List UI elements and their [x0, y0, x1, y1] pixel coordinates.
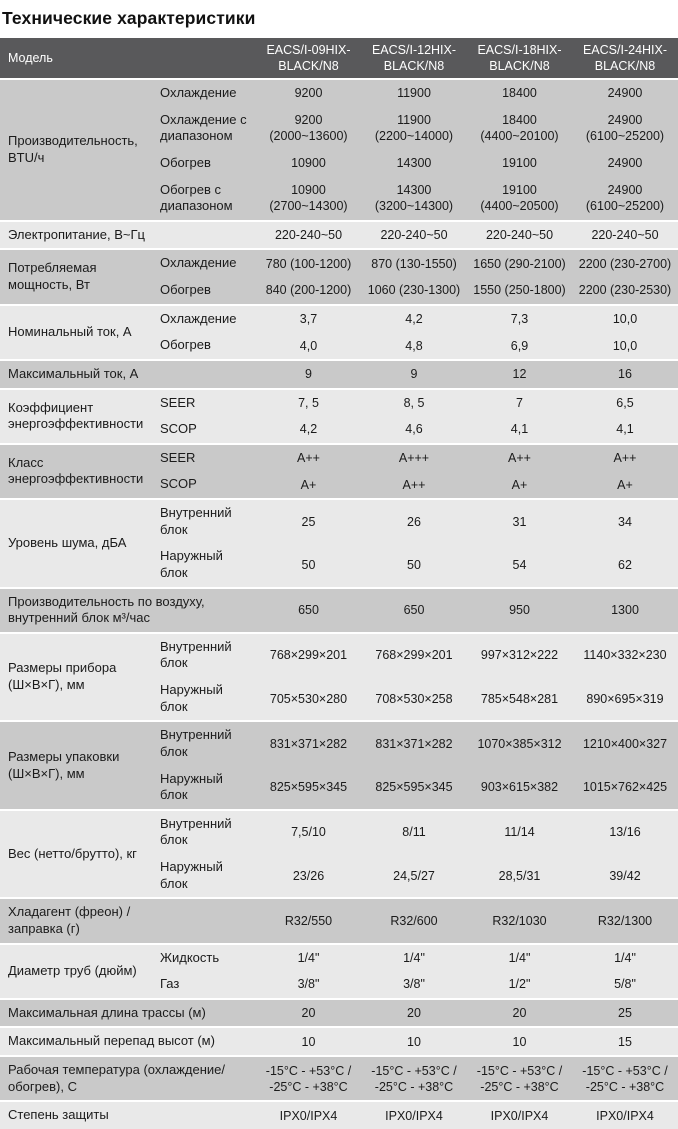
spec-value: 26: [361, 499, 467, 543]
spec-value: 705×530×280: [256, 677, 361, 721]
spec-value: 10,0: [572, 305, 678, 333]
model-column-header: EACS/I-24HIX-BLACK/N8: [572, 38, 678, 79]
spec-sublabel: Наружный блок: [156, 766, 256, 810]
spec-sublabel: Газ: [156, 971, 256, 999]
spec-value: 1060 (230-1300): [361, 277, 467, 305]
spec-value: 768×299×201: [256, 633, 361, 677]
spec-sublabel: Наружный блок: [156, 854, 256, 898]
spec-value: A+: [467, 471, 572, 499]
spec-value: -15°C - +53°C / -25°C - +38°C: [572, 1056, 678, 1101]
spec-row: [0, 1056, 678, 1101]
spec-value: 6,9: [467, 332, 572, 360]
spec-row: [0, 721, 678, 765]
spec-value: 19100: [467, 150, 572, 177]
spec-value: 870 (130-1550): [361, 249, 467, 277]
spec-value: 831×371×282: [256, 721, 361, 765]
spec-value: 9200: [256, 79, 361, 107]
spec-sublabel: SCOP: [156, 471, 256, 499]
spec-value: 18400 (4400~20100): [467, 107, 572, 150]
spec-value: 2200 (230-2530): [572, 277, 678, 305]
spec-sublabel: Внутренний блок: [156, 721, 256, 765]
page-title: Технические характеристики: [2, 8, 256, 28]
spec-value: 785×548×281: [467, 677, 572, 721]
spec-value: 7,3: [467, 305, 572, 333]
spec-value: 1550 (250-1800): [467, 277, 572, 305]
model-header-label: Модель: [0, 38, 256, 79]
spec-page: [0, 8, 678, 1129]
spec-row: [0, 221, 678, 250]
spec-group-label: Производительность по воздуху, внутренний блок м³/час: [0, 588, 256, 633]
spec-row: [0, 360, 678, 389]
spec-value: 54: [467, 543, 572, 587]
spec-sublabel: Внутренний блок: [156, 633, 256, 677]
spec-row: [0, 444, 678, 472]
spec-value: 220-240~50: [256, 221, 361, 250]
spec-sublabel: Обогрев: [156, 150, 256, 177]
spec-value: 825×595×345: [361, 766, 467, 810]
spec-value: A++: [256, 444, 361, 472]
spec-value: 5/8": [572, 971, 678, 999]
spec-group-label: Хладагент (фреон) / заправка (г): [0, 898, 156, 943]
spec-sublabel: Обогрев: [156, 277, 256, 305]
spec-value: R32/1030: [467, 898, 572, 943]
spec-sublabel: Внутренний блок: [156, 499, 256, 543]
spec-group-label: Производительность, BTU/ч: [0, 79, 156, 221]
model-column-header: EACS/I-18HIX-BLACK/N8: [467, 38, 572, 79]
spec-row: [0, 305, 678, 333]
spec-value: 1140×332×230: [572, 633, 678, 677]
spec-sublabel: Внутренний блок: [156, 810, 256, 854]
spec-value: 7: [467, 389, 572, 417]
spec-value: 12: [467, 360, 572, 389]
spec-value: 1070×385×312: [467, 721, 572, 765]
spec-value: 10900 (2700~14300): [256, 177, 361, 221]
spec-row: [0, 389, 678, 417]
spec-value: 3,7: [256, 305, 361, 333]
spec-value: 903×615×382: [467, 766, 572, 810]
spec-value: A++: [361, 471, 467, 499]
spec-value: 780 (100-1200): [256, 249, 361, 277]
spec-group-label: Потребляемая мощность, Вт: [0, 249, 156, 304]
spec-value: 20: [467, 999, 572, 1028]
spec-row: [0, 1027, 678, 1056]
table-header-row: [0, 38, 678, 79]
spec-value: 23/26: [256, 854, 361, 898]
spec-value: 4,6: [361, 416, 467, 444]
spec-row: [0, 499, 678, 543]
spec-value: 31: [467, 499, 572, 543]
spec-value: 15: [572, 1027, 678, 1056]
spec-value: 4,2: [361, 305, 467, 333]
spec-row: [0, 898, 678, 943]
spec-value: 768×299×201: [361, 633, 467, 677]
spec-group-label: Размеры прибора (Ш×В×Г), мм: [0, 633, 156, 722]
spec-value: A+: [572, 471, 678, 499]
spec-sublabel: Наружный блок: [156, 543, 256, 587]
spec-value: 840 (200-1200): [256, 277, 361, 305]
spec-sublabel: Обогрев с диапазоном: [156, 177, 256, 221]
spec-value: 4,8: [361, 332, 467, 360]
spec-group-label: Номинальный ток, А: [0, 305, 156, 360]
spec-value: 220-240~50: [467, 221, 572, 250]
spec-value: 8, 5: [361, 389, 467, 417]
spec-value: 11900: [361, 79, 467, 107]
spec-value: 1/2": [467, 971, 572, 999]
spec-value: 39/42: [572, 854, 678, 898]
spec-value: R32/600: [361, 898, 467, 943]
spec-value: 7, 5: [256, 389, 361, 417]
spec-row: [0, 588, 678, 633]
spec-value: R32/550: [256, 898, 361, 943]
spec-group-label: Класс энергоэффективности: [0, 444, 156, 499]
spec-value: 10,0: [572, 332, 678, 360]
spec-group-label: Максимальный ток, А: [0, 360, 256, 389]
spec-sublabel: Жидкость: [156, 944, 256, 972]
spec-sublabel: SEER: [156, 444, 256, 472]
spec-value: IPX0/IPX4: [467, 1101, 572, 1129]
spec-value: 650: [361, 588, 467, 633]
spec-value: 4,1: [467, 416, 572, 444]
spec-value: 7,5/10: [256, 810, 361, 854]
spec-group-label: Максимальный перепад высот (м): [0, 1027, 256, 1056]
spec-value: 6,5: [572, 389, 678, 417]
spec-sublabel: SCOP: [156, 416, 256, 444]
spec-row: [0, 1101, 678, 1129]
spec-value: 10: [361, 1027, 467, 1056]
spec-sublabel: Охлаждение: [156, 305, 256, 333]
spec-value: 831×371×282: [361, 721, 467, 765]
model-column-header: EACS/I-09HIX-BLACK/N8: [256, 38, 361, 79]
spec-group-label: Рабочая температура (охлаждение/обогрев), С: [0, 1056, 256, 1101]
spec-group-label: Уровень шума, дБА: [0, 499, 156, 588]
spec-value: 62: [572, 543, 678, 587]
spec-value: 14300: [361, 150, 467, 177]
model-column-header: EACS/I-12HIX-BLACK/N8: [361, 38, 467, 79]
spec-value: 8/11: [361, 810, 467, 854]
spec-group-label: Размеры упаковки (Ш×В×Г), мм: [0, 721, 156, 810]
spec-value: 825×595×345: [256, 766, 361, 810]
spec-row: [0, 249, 678, 277]
spec-value: 13/16: [572, 810, 678, 854]
spec-value: 19100 (4400~20500): [467, 177, 572, 221]
spec-value: 9: [256, 360, 361, 389]
spec-value: 50: [361, 543, 467, 587]
spec-value: -15°C - +53°C / -25°C - +38°C: [467, 1056, 572, 1101]
spec-sublabel: Охлаждение: [156, 79, 256, 107]
spec-value: 9: [361, 360, 467, 389]
spec-value: 28,5/31: [467, 854, 572, 898]
spec-value: 24900 (6100~25200): [572, 177, 678, 221]
spec-value: 11/14: [467, 810, 572, 854]
spec-value: A++: [572, 444, 678, 472]
spec-value: 3/8": [256, 971, 361, 999]
spec-value: IPX0/IPX4: [361, 1101, 467, 1129]
spec-group-label: Коэффициент энергоэффективности: [0, 389, 156, 444]
spec-value: -15°C - +53°C / -25°C - +38°C: [256, 1056, 361, 1101]
spec-sublabel: [156, 898, 256, 943]
spec-value: 650: [256, 588, 361, 633]
spec-value: 11900 (2200~14000): [361, 107, 467, 150]
spec-value: 4,2: [256, 416, 361, 444]
spec-value: 220-240~50: [361, 221, 467, 250]
spec-value: A+: [256, 471, 361, 499]
spec-value: 1300: [572, 588, 678, 633]
spec-sublabel: SEER: [156, 389, 256, 417]
spec-row: [0, 79, 678, 107]
spec-value: 16: [572, 360, 678, 389]
spec-value: 950: [467, 588, 572, 633]
spec-row: [0, 944, 678, 972]
spec-value: 20: [361, 999, 467, 1028]
spec-sublabel: Обогрев: [156, 332, 256, 360]
spec-value: 1650 (290-2100): [467, 249, 572, 277]
spec-value: 3/8": [361, 971, 467, 999]
spec-value: 24,5/27: [361, 854, 467, 898]
spec-value: 10: [467, 1027, 572, 1056]
spec-group-label: Диаметр труб (дюйм): [0, 944, 156, 999]
spec-value: 708×530×258: [361, 677, 467, 721]
spec-group-label: Вес (нетто/брутто), кг: [0, 810, 156, 899]
spec-value: 1/4": [572, 944, 678, 972]
spec-group-label: Степень защиты: [0, 1101, 256, 1129]
spec-value: 1/4": [361, 944, 467, 972]
spec-sublabel: Охлаждение: [156, 249, 256, 277]
spec-value: 1015×762×425: [572, 766, 678, 810]
spec-sublabel: Наружный блок: [156, 677, 256, 721]
spec-value: 220-240~50: [572, 221, 678, 250]
spec-value: 10900: [256, 150, 361, 177]
spec-value: 50: [256, 543, 361, 587]
spec-value: IPX0/IPX4: [572, 1101, 678, 1129]
spec-value: 997×312×222: [467, 633, 572, 677]
spec-row: [0, 633, 678, 677]
spec-value: 4,0: [256, 332, 361, 360]
specs-table: [0, 38, 678, 1129]
spec-value: 9200 (2000~13600): [256, 107, 361, 150]
spec-value: 890×695×319: [572, 677, 678, 721]
spec-value: -15°C - +53°C / -25°C - +38°C: [361, 1056, 467, 1101]
spec-value: 14300 (3200~14300): [361, 177, 467, 221]
spec-value: IPX0/IPX4: [256, 1101, 361, 1129]
spec-value: 1/4": [256, 944, 361, 972]
spec-sublabel: Охлаждение с диапазоном: [156, 107, 256, 150]
spec-row: [0, 999, 678, 1028]
spec-row: [0, 810, 678, 854]
spec-value: 34: [572, 499, 678, 543]
spec-group-label: Электропитание, В~Гц: [0, 221, 256, 250]
spec-value: 10: [256, 1027, 361, 1056]
spec-value: 1/4": [467, 944, 572, 972]
spec-value: 25: [256, 499, 361, 543]
spec-group-label: Максимальная длина трассы (м): [0, 999, 256, 1028]
spec-value: 1210×400×327: [572, 721, 678, 765]
spec-value: 24900: [572, 79, 678, 107]
spec-value: R32/1300: [572, 898, 678, 943]
spec-value: 4,1: [572, 416, 678, 444]
spec-value: 2200 (230-2700): [572, 249, 678, 277]
spec-value: A+++: [361, 444, 467, 472]
spec-value: 25: [572, 999, 678, 1028]
spec-value: 18400: [467, 79, 572, 107]
spec-value: A++: [467, 444, 572, 472]
spec-value: 24900: [572, 150, 678, 177]
spec-value: 24900 (6100~25200): [572, 107, 678, 150]
spec-value: 20: [256, 999, 361, 1028]
